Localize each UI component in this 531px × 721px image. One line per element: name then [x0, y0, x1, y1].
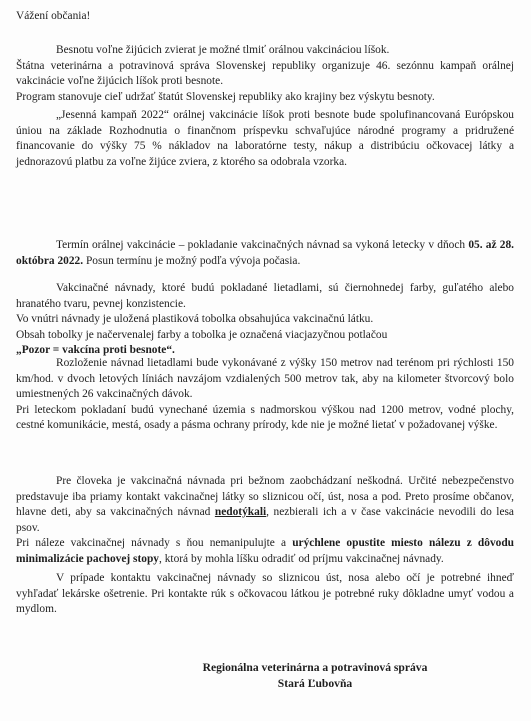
term-dates: 05. až 28. októbra 2022.: [16, 239, 514, 267]
bait-line-1: Vakcinačné návnady, ktoré budú pokladané lietadlami, sú čiernohnedej farby, guľatého alebo hranatého tvaru, pevnej konzistencie.: [16, 282, 514, 310]
term-note: Posun termínu je možný podľa vývoja počasia.: [83, 254, 301, 267]
salutation: Vážení občania!: [16, 10, 91, 22]
safety-line-2: [16, 536, 514, 567]
safety-text: Pre človeka je vakcinačná návnada pri bežnom zaobchádzaní neškodná. Určité nebezpečenstvo predstavuje iba priamy kontakt vakcinačnej látky so sliznicou očí, úst, nosa a pod. Preto prosíme občanov, hlavne deti, aby sa vakcinačných návnad: [16, 475, 514, 518]
safety-emphasis: nedotýkali: [214, 506, 267, 518]
safety-line-1: [16, 474, 514, 536]
safety-text-end: , nezbierali ich a v čase vakcinácie nevodili do lesa psov.: [16, 506, 514, 534]
safety-section: [16, 474, 514, 567]
distribution-section: [16, 356, 514, 434]
finding-instruction: urýchlene opustite miesto nálezu z dôvodu minimalizácie pachovej stopy: [16, 537, 514, 565]
intro-line-3: Program stanovuje cieľ udržať štatút Slovenskej republiky ako krajiny bez výskytu besnoty.: [16, 90, 435, 103]
bait-slogan: „Pozor = vakcína proti besnote“.: [16, 344, 175, 356]
intro-line-1: Besnotu voľne žijúcich zvierat je možné tlmiť orálnou vakcináciou líšok.: [56, 44, 390, 56]
campaign-funding: „Jesenná kampaň 2022“ orálnej vakcinácie líšok proti besnote bude spolufinancovaná Európskou úniou na základe Rozhodnutia o finančnom príspevku schvaľujúce národné programy a pridružené financovanie do výšky 75 % nákladov na laboratórne testy, nákup a distribúciu očkovacej látky a jednorazovú platbu za voľne žijúce zviera, z ktorého sa odobrala vzorka.: [16, 109, 514, 168]
intro-line-2: Štátna veterinárna a potravinová správa Slovenskej republiky organizuje 46. sezónnu kampaň orálnej vakcinácie voľne žijúcich líšok proti besnote.: [16, 59, 514, 87]
vaccination-term: [16, 238, 514, 269]
distribution-line-1: Rozloženie návnad lietadlami bude vykonávané z výšky 150 metrov nad terénom pri rýchlosti 150 km/hod. v dvoch letových líniách navzájom vzdialených 500 metrov tak, aby na kilometer štvorcový bolo umiestnených 26 vakcinačných dávok.: [16, 357, 514, 400]
finding-text-end: , ktorá by mohla líšku odradiť od príjmu vakcinačnej návnady.: [159, 552, 444, 565]
bait-line-2: Vo vnútri návnady je uložená plastiková tobolka obsahujúca vakcinačnú látku.: [16, 313, 374, 325]
bait-description: [16, 281, 514, 359]
signature-organization: Regionálna veterinárna a potravinová správa: [202, 661, 428, 674]
finding-text: Pri náleze vakcinačnej návnady s ňou nemanipulujte a: [16, 537, 293, 549]
distribution-line-2: Pri leteckom pokladaní budú vynechané územia s nadmorskou výškou nad 1200 metrov, vodné plochy, cestné komunikácie, mestá, osady a pásma ochrany prírody, kde nie je možné lietať v požadovanej výške.: [16, 403, 514, 431]
contact-advice: V prípade kontaktu vakcinačnej návnady so sliznicou úst, nosa alebo očí je potrebné ihneď vyhľadať lekárske ošetrenie. Pri kontakte rúk s očkovacou látkou je potrebné ruky dôkladne umyť vodou a mydlom.: [16, 572, 514, 615]
term-text: Termín orálnej vakcinácie – pokladanie vakcinačných návnad sa vykoná letecky v dňoch: [56, 239, 469, 251]
signature-location: Stará Ľubovňa: [277, 677, 353, 690]
intro-section: [16, 43, 514, 170]
bait-line-3: Obsah tobolky je načervenalej farby a tobolka je označená viacjazyčnou potlačou: [16, 328, 388, 341]
